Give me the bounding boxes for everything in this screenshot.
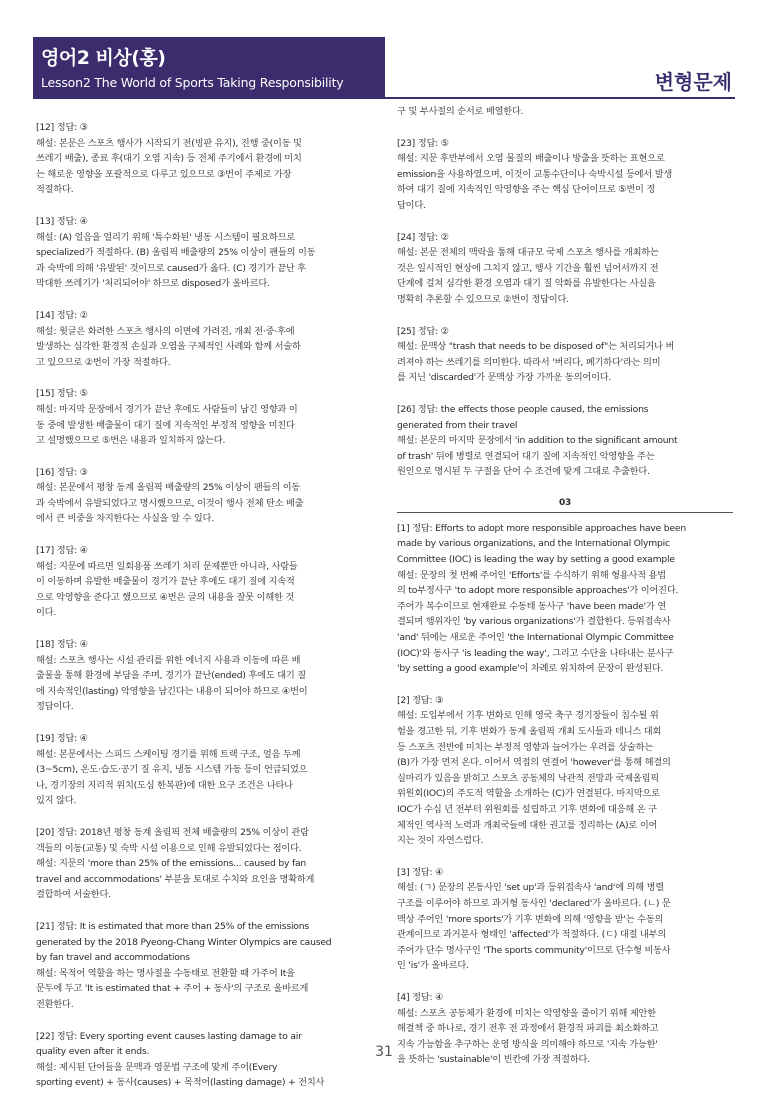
- explanation-line: 과 숙박에서 유발되었다고 명시했으므로, 이것이 행사 전체 탄소 배출: [36, 497, 304, 509]
- explanation-line: 지속 가능함을 추구하는 운영 방식을 의미해야 하므로 '지속 가능한': [397, 1038, 658, 1050]
- explanation-line: (IOC)'와 동사구 'is leading the way', 그리고 수단을 나타내는 분사구: [397, 647, 674, 659]
- explanation-line: generated by the 2018 Pyeong-Chang Winter Olympics are caused: [36, 936, 332, 948]
- explanation-line: 지는 것이 자연스럽다.: [397, 835, 484, 847]
- explanation-line: 해설: 본문 전체의 맥락을 통해 대규모 국제 스포츠 행사를 개최하는: [397, 247, 659, 259]
- explanation-line: 이다.: [36, 607, 57, 619]
- explanation-line: Committee (IOC) is leading the way by setting a good example: [397, 554, 675, 566]
- answer-item: [397, 693, 733, 849]
- explanation-line: specialized가 적절하다. (B) 올림픽 배출량의 25% 이상이 팬들의 이동: [36, 247, 316, 259]
- answer-item: [36, 386, 372, 448]
- explanation-line: 주어가 복수이므로 현재완료 수동태 동사구 'have been made'가 연: [397, 600, 667, 612]
- explanation-line: 해설: 마지막 문장에서 경기가 끝난 후에도 사람들이 남긴 영향과 이: [36, 403, 298, 415]
- answer-line: [20] 정답: 2018년 평창 동계 올림픽 전체 배출량의 25% 이상이 관람: [36, 826, 309, 838]
- header-banner: [33, 37, 385, 97]
- explanation-line: 해설: 스포츠 행사는 시설 관리를 위한 에너지 사용과 이동에 따른 배: [36, 654, 301, 666]
- answer-line: [2] 정답: ③: [397, 694, 444, 706]
- explanation-line: 에서 큰 비중을 차지한다는 사실을 알 수 있다.: [36, 513, 214, 525]
- continued-text: [397, 104, 733, 120]
- answer-line: [14] 정답: ②: [36, 309, 88, 321]
- explanation-line: 해설: 지문 후반부에서 오염 물질의 배출이나 방출을 뜻하는 표현으로: [397, 153, 665, 165]
- explanation-line: 해설: 지문의 'more than 25% of the emissions... caused by fan: [36, 858, 307, 870]
- explanation-line: (3~5cm), 온도·습도·공기 질 유지, 냉동 시스템 가동 등이 언급되었으: [36, 764, 308, 776]
- explanation-line: 결합하여 서술한다.: [36, 889, 111, 901]
- explanation-line: sporting event) + 동사(causes) + 목적어(lasting damage) + 전치사: [36, 1077, 325, 1089]
- explanation-line: 관계이므로 과거분사 형태인 'affected'가 적절하다. (ㄷ) 대절 내부의: [397, 929, 667, 941]
- explanation-line: 정답이다.: [36, 701, 74, 713]
- right-column: [397, 104, 733, 1084]
- lesson-subtitle: Lesson2 The World of Sports Taking Responsibility: [41, 75, 344, 90]
- explanation-line: 에 지속적인(lasting) 악영향을 남긴다는 내용이 되어야 하므로 ④번이: [36, 685, 308, 697]
- section-heading: 03: [397, 496, 733, 513]
- explanation-line: emission을 사용하였으며, 이것이 교통수단이나 숙박시설 등에서 발생: [397, 168, 673, 180]
- answer-line: [3] 정답: ④: [397, 866, 444, 878]
- header-divider: [33, 97, 735, 99]
- explanation-line: 체적인 역사적 노력과 개최국들에 대한 권고를 정리하는 (A)로 이어: [397, 819, 658, 831]
- section-type-label: 변형문제: [654, 70, 732, 94]
- answer-line: [24] 정답: ②: [397, 231, 449, 243]
- explanation-line: 등 스포츠 전반에 미치는 부정적 영향과 늘어가는 우려를 상술하는: [397, 741, 653, 753]
- answer-item: [36, 637, 372, 715]
- answer-item: [36, 731, 372, 809]
- explanation-line: travel and accommodations' 부분을 토대로 수치와 요인을 명확하게: [36, 873, 315, 885]
- answer-line: [16] 정답: ③: [36, 466, 88, 478]
- explanation-line: 해설: 윗글은 화려한 스포츠 행사의 이면에 가려진, 개최 전·중·후에: [36, 325, 295, 337]
- explanation-line: 해설: 제시된 단어들을 문맥과 영문법 구조에 맞게 주어(Every: [36, 1061, 278, 1073]
- answer-line: [13] 정답: ④: [36, 215, 88, 227]
- explanation-line: 있지 않다.: [36, 795, 77, 807]
- explanation-line: 위원회(IOC)의 주도적 역할을 소개하는 (C)가 연결된다. 마지막으로: [397, 788, 660, 800]
- answer-item: [397, 324, 733, 386]
- explanation-line: 전환한다.: [36, 998, 74, 1010]
- explanation-line: 맥상 주어인 'more sports'가 기후 변화에 의해 '영향을 받'는 수동의: [397, 913, 664, 925]
- explanation-line: 문두에 두고 'It is estimated that + 주어 + 동사'의 구조로 올바르게: [36, 983, 309, 995]
- answer-item: [397, 136, 733, 214]
- explanation-line: 해설: 목적어 역할을 하는 명사절을 수동태로 전환할 때 가주어 It을: [36, 967, 295, 979]
- explanation-line: 는 해로운 영향을 포괄적으로 다루고 있으므로 ③번이 주제로 가장: [36, 168, 292, 180]
- explanation-line: 해설: 도입부에서 기후 변화로 인해 영국 축구 경기장들이 침수될 위: [397, 710, 659, 722]
- explanation-line: 해설: 스포츠 공동체가 환경에 미치는 악영향을 줄이기 위해 제안한: [397, 1007, 656, 1019]
- explanation-line: made by various organizations, and the International Olympic: [397, 538, 670, 550]
- explanation-line: 객들의 이동(교통) 및 숙박 시설 이용으로 인해 유발되었다는 점이다.: [36, 842, 302, 854]
- explanation-line: 해설: 본문의 마지막 문장에서 'in addition to the significant amount: [397, 435, 678, 447]
- explanation-line: 해설: 문장의 첫 번째 주어인 'Efforts'를 수식하기 위해 형용사적 용법: [397, 569, 666, 581]
- answer-item: [397, 865, 733, 974]
- explanation-line: 동 중에 발생한 배출물이 대기 질에 지속적인 부정적 영향을 미친다: [36, 419, 295, 431]
- explanation-line: 쓰레기 배출), 종료 후(대기 오염 지속) 등 전체 주기에서 환경에 미치: [36, 153, 302, 165]
- explanation-line: 원인으로 명시된 두 구절을 단어 수 조건에 맞게 그대로 추출한다.: [397, 466, 650, 478]
- explanation-line: 이 이동하며 유발한 배출물이 경기가 끝난 후에도 대기 질에 지속적: [36, 576, 295, 588]
- explanation-line: 과 숙박에 의해 '유발된' 것이므로 caused가 옳다. (C) 경기가 끝난 후: [36, 262, 306, 274]
- answer-line: [26] 정답: the effects those people caused, the emissions: [397, 403, 649, 415]
- explanation-line: IOC가 수십 년 전부터 위원회를 설립하고 기후 변화에 대응해 온 구: [397, 803, 657, 815]
- explanation-line: 해설: 본문에서 평창 동계 올림픽 배출량의 25% 이상이 팬들의 이동: [36, 482, 301, 494]
- answer-item: [36, 919, 372, 1013]
- explanation-line: 해설: 본문에서는 스피드 스케이팅 경기를 위해 트랙 구조, 얼음 두께: [36, 748, 301, 760]
- answer-item: [36, 543, 372, 621]
- explanation-line: 것은 일시적인 현상에 그치지 않고, 행사 기간을 훨씬 넘어서까지 전: [397, 262, 659, 274]
- answer-line: [22] 정답: Every sporting event causes lasting damage to air: [36, 1030, 302, 1042]
- explanation-line: 결되며 행위자인 'by various organizations'가 결합한다. 등위접속사: [397, 616, 671, 628]
- explanation-line: 발생하는 심각한 환경적 손실과 오염을 구체적인 사례와 함께 서술하: [36, 341, 301, 353]
- page-number: 31: [375, 1044, 393, 1060]
- explanation-line: 적절하다.: [36, 184, 74, 196]
- explanation-line: 고 설명했으므로 ⑤번은 내용과 일치하지 않는다.: [36, 435, 226, 447]
- explanation-line: 해설: 지문에 따르면 일회용품 쓰레기 처리 문제뿐만 아니라, 사람들: [36, 560, 298, 572]
- explanation-line: 주어가 단수 명사구인 'The sports community'이므로 단수형 비동사: [397, 944, 671, 956]
- answer-line: [1] 정답: Efforts to adopt more responsible approaches have been: [397, 522, 686, 534]
- explanation-line: 해설: 문맥상 "trash that needs to be disposed of"는 처리되거나 버: [397, 341, 675, 353]
- explanation-line: quality even after it ends.: [36, 1046, 150, 1058]
- explanation-line: 고 있으므로 ②번이 가장 적절하다.: [36, 356, 171, 368]
- explanation-line: 나, 경기장의 지리적 위치(도심 한복판)에 대한 요구 조건은 나타나: [36, 779, 293, 791]
- explanation-line: 명확히 추론할 수 있으므로 ②번이 정답이다.: [397, 293, 569, 305]
- answer-line: [15] 정답: ⑤: [36, 388, 88, 400]
- answer-line: [17] 정답: ④: [36, 545, 88, 557]
- explanation-line: 으로 악영향을 준다고 했으므로 ④번은 글의 내용을 잘못 이해한 것: [36, 591, 295, 603]
- answer-item: [36, 465, 372, 527]
- left-column: [36, 104, 372, 1107]
- explanation-line: 해설: 본문은 스포츠 행사가 시작되기 전(빙판 유지), 진행 중(이동 및: [36, 137, 302, 149]
- explanation-line: 'and' 뒤에는 새로운 주어인 'the International Olympic Committee: [397, 632, 674, 644]
- explanation-line: 하여 대기 질에 지속적인 악영향을 주는 핵심 단어이므로 ⑤번이 정: [397, 184, 656, 196]
- explanation-line: 인 'is'가 올바르다.: [397, 960, 469, 972]
- answer-line: [4] 정답: ④: [397, 991, 444, 1003]
- answer-line: [21] 정답: It is estimated that more than 25% of the emissions: [36, 920, 309, 932]
- answer-item: [36, 214, 372, 292]
- answer-item: [36, 308, 372, 370]
- explanation-line: 단계에 걸쳐 심각한 환경 오염과 대기 질 악화를 유발한다는 사실을: [397, 278, 656, 290]
- explanation-line: 출물을 통해 환경에 부담을 주며, 경기가 끝난(ended) 후에도 대기 질: [36, 670, 306, 682]
- answer-line: [23] 정답: ⑤: [397, 137, 449, 149]
- explanation-line: 를 지닌 'discarded'가 문맥상 가장 가까운 동의어이다.: [397, 372, 612, 384]
- answer-item: [36, 825, 372, 903]
- answer-item: [36, 120, 372, 198]
- explanation-line: 막대한 쓰레기가 '처리되어야' 하므로 disposed가 올바르다.: [36, 278, 270, 290]
- answer-line: [25] 정답: ②: [397, 325, 449, 337]
- explanation-line: 실마리가 있음을 밝히고 스포츠 공동체의 낙관적 전망과 국제올림픽: [397, 772, 659, 784]
- explanation-line: 'by setting a good example'이 차례로 위치하여 문장이 완성된다.: [397, 663, 664, 675]
- explanation-line: 려져야 하는 쓰레기를 의미한다. 따라서 '버리다, 폐기하다'라는 의미: [397, 356, 661, 368]
- explanation-line: 답이다.: [397, 199, 426, 211]
- explanation-line: 의 to부정사구 'to adopt more responsible approaches'가 이어진다.: [397, 585, 679, 597]
- answer-item: [397, 521, 733, 677]
- explanation-line: 해설: (ㄱ) 문장의 본동사인 'set up'과 등위접속사 'and'에 의해 병렬: [397, 882, 665, 894]
- book-title: 영어2 비상(홍): [41, 47, 166, 69]
- explanation-line: 해결책 중 하나로, 경기 전후 전 과정에서 환경적 파괴를 최소화하고: [397, 1023, 659, 1035]
- explanation-line: (B)가 가장 먼저 온다. 이어서 역접의 연결어 'however'를 통해 해결의: [397, 757, 671, 769]
- explanation-line: 해설: (A) 얼음을 얼리기 위해 '특수화된' 냉동 시스템이 필요하므로: [36, 231, 296, 243]
- answer-line: [12] 정답: ③: [36, 122, 88, 133]
- explanation-line: by fan travel and accommodations: [36, 952, 190, 964]
- answer-line: [18] 정답: ④: [36, 639, 88, 651]
- explanation-line: 을 뜻하는 'sustainable'이 빈칸에 가장 적절하다.: [397, 1054, 590, 1066]
- explanation-line: generated from their travel: [397, 419, 518, 431]
- explanation-line: 구조를 이루어야 하므로 과거형 동사인 'declared'가 올바르다. (ㄴ) 문: [397, 897, 671, 909]
- explanation-line: 구 및 부사절의 순서로 배열한다.: [397, 106, 524, 117]
- answer-item: [397, 402, 733, 480]
- explanation-line: of trash' 뒤에 병렬로 연결되어 대기 질에 지속적인 악영향을 주는: [397, 450, 655, 462]
- answer-line: [19] 정답: ④: [36, 733, 88, 744]
- explanation-line: 험을 경고한 뒤, 기후 변화가 동계 올림픽 개최 도시들과 테니스 대회: [397, 726, 662, 737]
- answer-item: [397, 230, 733, 308]
